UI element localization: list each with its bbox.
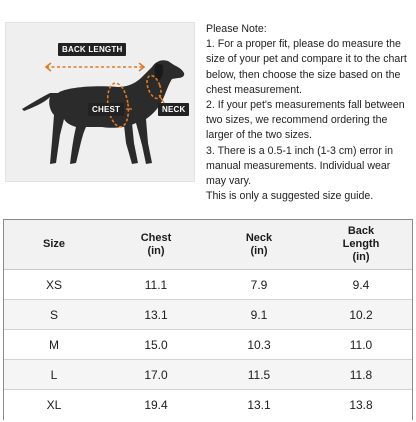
- cell-back-length: 13.8: [349, 398, 373, 412]
- table-row: [4, 330, 412, 360]
- header-neck-unit: (in): [250, 244, 268, 257]
- table-header-row: [4, 220, 412, 270]
- note-item-1: 1. For a proper fit, please do measure the size of your pet and compare it to the chart below, then choose the size based on the chest measurement.: [206, 38, 407, 96]
- header-back-label-1: Back: [347, 225, 375, 237]
- cell-back-length: 9.4: [352, 277, 370, 292]
- size-table: [3, 219, 413, 420]
- cell-size: S: [49, 307, 58, 322]
- header-neck: [208, 220, 310, 269]
- neck-tag: NECK: [158, 103, 189, 116]
- note-item-3: 3. There is a 0.5-1 inch (1-3 cm) error in manual measurements. Individual wear may vary.: [206, 144, 394, 188]
- cell-back-length: 11.8: [349, 367, 373, 382]
- table-row: [4, 300, 412, 330]
- header-size: [4, 220, 104, 269]
- cell-chest: 17.0: [144, 367, 168, 382]
- note-item-2: 2. If your pet's measurements fall between two sizes, we recommend ordering the larger of the two sizes.: [206, 99, 405, 142]
- cell-size: M: [49, 337, 59, 352]
- cell-size: XS: [45, 277, 62, 292]
- header-chest: [104, 220, 208, 269]
- measurement-diagram: [5, 22, 195, 182]
- header-size-label: Size: [42, 238, 65, 250]
- cell-size: XL: [46, 398, 62, 412]
- header-chest-label: Chest: [140, 231, 172, 244]
- cell-neck: 13.1: [247, 398, 271, 412]
- notes-title: Please Note:: [206, 23, 267, 35]
- cell-chest: 19.4: [144, 398, 168, 412]
- cell-size: L: [50, 367, 58, 382]
- cell-neck: 10.3: [247, 337, 271, 352]
- header-back-length: [310, 220, 412, 269]
- table-row: [4, 270, 412, 300]
- cell-chest: 15.0: [144, 337, 168, 352]
- header-chest-unit: (in): [147, 244, 165, 257]
- notes-block: [206, 22, 412, 204]
- cell-back-length: 11.0: [349, 337, 373, 352]
- notes-footer: This is only a suggested size guide.: [206, 190, 374, 203]
- table-row: [4, 390, 412, 420]
- header-neck-label: Neck: [245, 231, 273, 244]
- cell-back-length: 10.2: [349, 307, 373, 322]
- cell-neck: 7.9: [250, 277, 268, 292]
- back-length-tag: BACK LENGTH: [58, 43, 126, 56]
- cell-neck: 9.1: [250, 307, 268, 322]
- table-row: [4, 360, 412, 390]
- cell-chest: 13.1: [144, 307, 168, 322]
- cell-chest: 11.1: [144, 277, 168, 292]
- table-body: [4, 270, 412, 420]
- header-back-label-2: Length: [342, 238, 380, 250]
- chest-tag: CHEST: [88, 103, 124, 116]
- header-back-unit: (in): [352, 251, 370, 263]
- cell-neck: 11.5: [247, 367, 271, 382]
